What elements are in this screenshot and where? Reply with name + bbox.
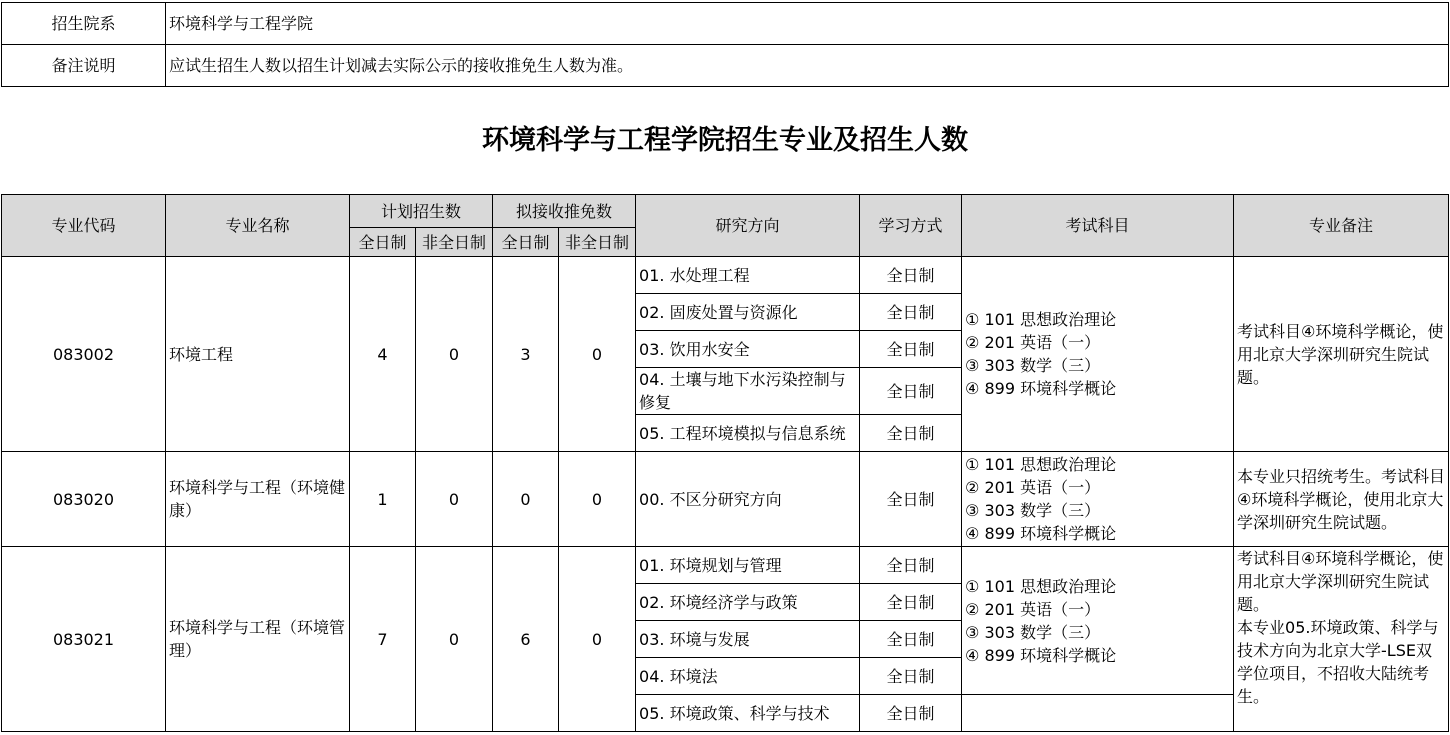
- header-exempt: 拟接收推免数: [493, 195, 636, 228]
- exempt-part-count: 0: [559, 547, 636, 732]
- table-row: [2, 547, 1449, 584]
- exam-subject: ① 101 思想政治理论: [965, 576, 1117, 596]
- major-name: 环境工程: [166, 257, 350, 452]
- remark-line: 本专业05.环境政策、科学与技术方向为北京大学-LSE双学位项目，不招收大陆统考生。: [1237, 618, 1439, 706]
- exam-subject: ④ 899 环境科学概论: [965, 379, 1117, 398]
- exam-subject: ② 201 英语（一）: [965, 478, 1101, 497]
- exam-subject: ④ 899 环境科学概论: [965, 524, 1117, 543]
- study-mode: 全日制: [860, 547, 962, 584]
- note-value: 应试生招生人数以招生计划减去实际公示的接收推免生人数为准。: [166, 45, 1449, 87]
- header-direction: 研究方向: [636, 195, 860, 257]
- study-mode: 全日制: [860, 257, 962, 294]
- exam-subject: ④ 899 环境科学概论: [965, 645, 1117, 665]
- research-direction: 04. 环境法: [636, 658, 860, 695]
- header-exempt-full: 全日制: [493, 228, 559, 257]
- exam-subject: ② 201 英语（一）: [965, 333, 1101, 352]
- research-direction: 01. 环境规划与管理: [636, 547, 860, 584]
- header-exempt-part: 非全日制: [559, 228, 636, 257]
- exam-subject: ① 101 思想政治理论: [965, 310, 1117, 329]
- plan-full-count: 4: [350, 257, 416, 452]
- research-direction: 05. 环境政策、科学与技术: [636, 695, 860, 732]
- plan-part-count: 0: [416, 452, 493, 547]
- page-title: 环境科学与工程学院招生专业及招生人数: [482, 125, 968, 156]
- study-mode: 全日制: [860, 294, 962, 331]
- research-direction: 03. 饮用水安全: [636, 331, 860, 368]
- major-name: 环境科学与工程（环境管理）: [166, 547, 350, 732]
- exam-subject: ③ 303 数学（三）: [965, 501, 1101, 520]
- research-direction: 05. 工程环境模拟与信息系统: [636, 415, 860, 452]
- study-mode: 全日制: [860, 658, 962, 695]
- study-mode: 全日制: [860, 452, 962, 547]
- header-row-1: [2, 195, 1449, 228]
- exempt-full-count: 6: [493, 547, 559, 732]
- header-plan-full: 全日制: [350, 228, 416, 257]
- exam-empty-cell: [962, 695, 1234, 732]
- exempt-full-count: 3: [493, 257, 559, 452]
- study-mode: 全日制: [860, 331, 962, 368]
- plan-full-count: 7: [350, 547, 416, 732]
- exempt-full-count: 0: [493, 452, 559, 547]
- dept-value: 环境科学与工程学院: [166, 3, 1449, 45]
- research-direction: 02. 固废处置与资源化: [636, 294, 860, 331]
- exam-subjects: [962, 452, 1234, 547]
- exam-subjects: [962, 257, 1234, 452]
- exam-subject: ② 201 英语（一）: [965, 599, 1101, 619]
- study-mode: 全日制: [860, 415, 962, 452]
- exam-subject: ③ 303 数学（三）: [965, 622, 1101, 642]
- note-label: 备注说明: [2, 45, 166, 87]
- info-table: [1, 2, 1449, 87]
- header-plan-part: 非全日制: [416, 228, 493, 257]
- major-name: 环境科学与工程（环境健康）: [166, 452, 350, 547]
- header-study-mode: 学习方式: [860, 195, 962, 257]
- plan-part-count: 0: [416, 257, 493, 452]
- major-remark: 本专业只招统考生。考试科目④环境科学概论，使用北京大学深圳研究生院试题。: [1234, 452, 1449, 547]
- exam-subjects: [962, 547, 1234, 695]
- major-code: 083020: [2, 452, 166, 547]
- research-direction: 00. 不区分研究方向: [636, 452, 860, 547]
- major-remark: [1234, 547, 1449, 732]
- major-table: [1, 194, 1449, 732]
- research-direction: 04. 土壤与地下水污染控制与修复: [636, 368, 860, 415]
- header-remark: 专业备注: [1234, 195, 1449, 257]
- plan-part-count: 0: [416, 547, 493, 732]
- research-direction: 01. 水处理工程: [636, 257, 860, 294]
- table-row: [2, 257, 1449, 294]
- study-mode: 全日制: [860, 584, 962, 621]
- exam-subject: ① 101 思想政治理论: [965, 455, 1117, 474]
- note-row: [2, 45, 1449, 87]
- study-mode: 全日制: [860, 621, 962, 658]
- major-code: 083021: [2, 547, 166, 732]
- dept-row: [2, 3, 1449, 45]
- header-exam: 考试科目: [962, 195, 1234, 257]
- table-row: [2, 452, 1449, 547]
- exempt-part-count: 0: [559, 452, 636, 547]
- exempt-part-count: 0: [559, 257, 636, 452]
- header-plan: 计划招生数: [350, 195, 493, 228]
- study-mode: 全日制: [860, 368, 962, 415]
- exam-subject: ③ 303 数学（三）: [965, 356, 1101, 375]
- research-direction: 02. 环境经济学与政策: [636, 584, 860, 621]
- dept-label: 招生院系: [2, 3, 166, 45]
- remark-line: 考试科目④环境科学概论，使用北京大学深圳研究生院试题。: [1237, 549, 1444, 614]
- header-code: 专业代码: [2, 195, 166, 257]
- major-remark: 考试科目④环境科学概论，使用北京大学深圳研究生院试题。: [1234, 257, 1449, 452]
- plan-full-count: 1: [350, 452, 416, 547]
- study-mode: 全日制: [860, 695, 962, 732]
- header-name: 专业名称: [166, 195, 350, 257]
- research-direction: 03. 环境与发展: [636, 621, 860, 658]
- major-code: 083002: [2, 257, 166, 452]
